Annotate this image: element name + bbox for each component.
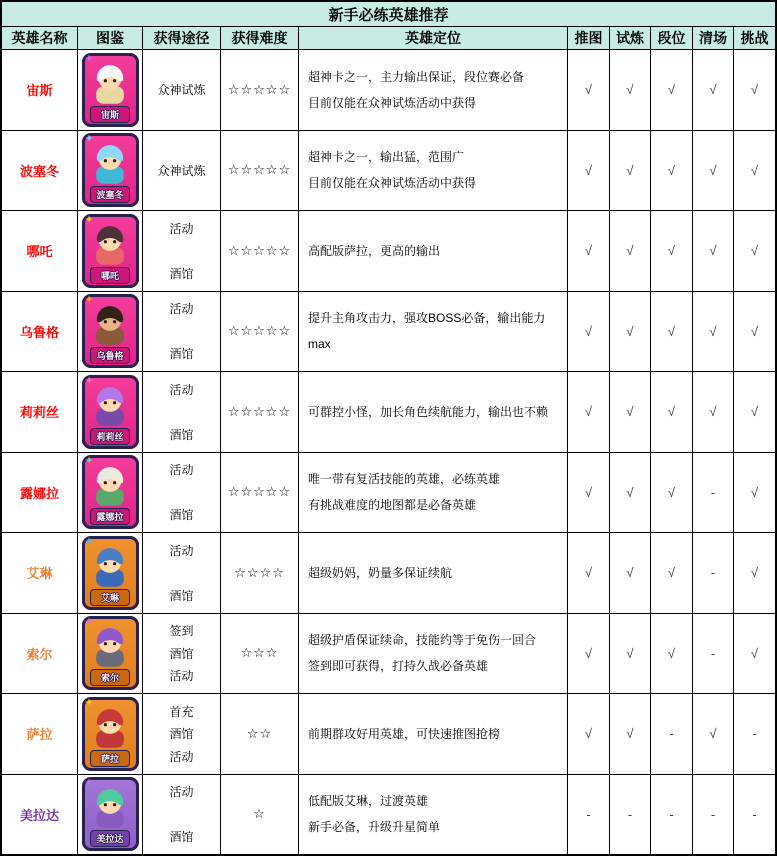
hero-role-cell (299, 694, 568, 774)
hero-name: 波塞冬 (2, 131, 78, 211)
hero-role-line: 超级护盾保证续命，技能约等于免伤一回合 (308, 633, 537, 648)
obtain-methods-cell (143, 453, 221, 533)
check-mark: √ (610, 453, 651, 533)
check-mark: √ (750, 162, 759, 178)
obtain-list (157, 59, 205, 121)
hero-card (82, 777, 139, 851)
element-icon: ✦ (84, 133, 94, 146)
obtain-methods-cell (143, 694, 221, 774)
hero-portrait-icon (87, 301, 133, 347)
hero-portrait-icon (87, 382, 133, 428)
hero-card-label: 索尔 (90, 669, 130, 686)
obtain-methods-cell (143, 292, 221, 372)
difficulty-stars: ☆☆ (221, 694, 299, 774)
hero-card-cell (78, 533, 143, 613)
difficulty-stars: ☆☆☆☆☆ (221, 131, 299, 211)
check-mark: √ (750, 565, 759, 581)
check-mark: √ (651, 50, 693, 130)
check-mark: √ (568, 131, 610, 211)
obtain-method: 酒馆 (169, 347, 194, 362)
obtain-list (169, 461, 193, 523)
hero-role-line: 签到即可获得，打持久战必备英雄 (308, 659, 489, 674)
hero-card-cell (78, 211, 143, 291)
hero-role-line: 超神卡之一，主力输出保证，段位赛必备 (308, 69, 525, 84)
obtain-list (169, 381, 193, 443)
hero-card-cell (78, 775, 143, 855)
check-mark: - (693, 453, 734, 533)
hero-card-label: 宙斯 (90, 106, 130, 123)
obtain-method: 酒馆 (169, 727, 194, 742)
hero-portrait-icon (87, 221, 133, 267)
obtain-methods-cell (143, 533, 221, 613)
obtain-methods-cell (143, 372, 221, 452)
check-mark: - (752, 726, 757, 742)
obtain-method: 活动 (169, 669, 194, 684)
hero-name: 宙斯 (2, 50, 78, 130)
obtain-method: 活动 (169, 221, 194, 236)
check-mark: - (651, 775, 693, 855)
hero-card (82, 697, 139, 771)
table-body (2, 50, 775, 854)
hero-card (82, 455, 139, 529)
check-mark: √ (693, 131, 734, 211)
hero-card-cell (78, 614, 143, 694)
hero-card-label: 艾琳 (90, 589, 130, 606)
check-mark: √ (568, 614, 610, 694)
hero-role-line: 新手必备，升级升星简单 (308, 820, 441, 835)
obtain-method: 众神试炼 (157, 83, 206, 98)
hero-row (2, 614, 775, 695)
hero-role-line: 目前仅能在众神试炼活动中获得 (308, 176, 477, 191)
element-icon: ✦ (84, 696, 94, 709)
check-mark: - (693, 533, 734, 613)
obtain-method: 活动 (169, 543, 194, 558)
hero-role-cell (299, 372, 568, 452)
obtain-method: 酒馆 (169, 646, 194, 661)
obtain-list (157, 139, 205, 201)
check-mark: √ (750, 243, 759, 259)
difficulty-stars: ☆☆☆ (221, 614, 299, 694)
hero-role-list (299, 627, 540, 679)
hero-card-cell (78, 453, 143, 533)
header-row (2, 27, 775, 50)
hero-role-line: 目前仅能在众神试炼活动中获得 (308, 95, 477, 110)
obtain-method: 众神试炼 (157, 163, 206, 178)
hero-role-list (299, 399, 552, 425)
column-header: 获得途径 (143, 27, 221, 49)
hero-role-line: 可群控小怪，加长角色续航能力，输出也不赖 (308, 404, 549, 419)
hero-card-cell (78, 694, 143, 774)
check-mark: √ (610, 131, 651, 211)
check-mark: √ (750, 484, 759, 500)
hero-portrait-icon (87, 784, 133, 830)
difficulty-stars: ☆☆☆☆☆ (221, 372, 299, 452)
column-header: 图鉴 (78, 27, 143, 49)
hero-role-list (299, 788, 444, 840)
hero-row (2, 211, 775, 292)
hero-row (2, 50, 775, 131)
hero-card (82, 536, 139, 610)
hero-card-cell (78, 372, 143, 452)
hero-name: 哪吒 (2, 211, 78, 291)
hero-role-list (299, 466, 504, 518)
hero-role-cell (299, 211, 568, 291)
obtain-method: 首充 (169, 704, 194, 719)
column-header: 清场 (693, 27, 734, 49)
difficulty-stars: ☆ (221, 775, 299, 855)
obtain-method: 酒馆 (169, 266, 194, 281)
obtain-method: 酒馆 (169, 427, 194, 442)
check-mark: √ (750, 323, 759, 339)
hero-role-line: 前期群攻好用英雄，可快速推图抢榜 (308, 726, 501, 741)
obtain-method: 酒馆 (169, 508, 194, 523)
check-mark: √ (750, 645, 759, 661)
check-mark: - (693, 614, 734, 694)
check-mark: √ (651, 533, 693, 613)
hero-role-line: 超级奶妈，奶量多保证续航 (308, 565, 453, 580)
check-mark: √ (651, 453, 693, 533)
hero-name: 乌鲁格 (2, 292, 78, 372)
hero-portrait-icon (87, 60, 133, 106)
check-mark: √ (651, 614, 693, 694)
hero-portrait-icon (87, 543, 133, 589)
hero-role-list (299, 238, 444, 264)
hero-row (2, 372, 775, 453)
hero-role-line: 超神卡之一，输出猛，范围广 (308, 150, 465, 165)
hero-card-cell (78, 131, 143, 211)
check-mark: √ (610, 614, 651, 694)
hero-portrait-icon (87, 704, 133, 750)
check-mark: - (651, 694, 693, 774)
hero-portrait-icon (87, 623, 133, 669)
obtain-methods-cell (143, 775, 221, 855)
obtain-method: 活动 (169, 463, 194, 478)
difficulty-stars: ☆☆☆☆☆ (221, 292, 299, 372)
hero-name: 艾琳 (2, 533, 78, 613)
hero-role-cell (299, 614, 568, 694)
obtain-list (169, 300, 193, 362)
hero-row (2, 292, 775, 373)
obtain-method: 活动 (169, 785, 194, 800)
check-mark: √ (568, 453, 610, 533)
hero-row (2, 453, 775, 534)
hero-role-list (299, 560, 456, 586)
check-mark: √ (651, 131, 693, 211)
check-mark: √ (750, 82, 759, 98)
check-mark: √ (610, 211, 651, 291)
check-mark: - (610, 775, 651, 855)
hero-row (2, 533, 775, 614)
check-mark: √ (651, 211, 693, 291)
hero-role-list (299, 721, 504, 747)
check-mark: √ (610, 292, 651, 372)
hero-card-label: 露娜拉 (90, 508, 130, 525)
hero-card (82, 375, 139, 449)
difficulty-stars: ☆☆☆☆ (221, 533, 299, 613)
check-mark: √ (693, 292, 734, 372)
check-mark: - (693, 775, 734, 855)
hero-role-cell (299, 292, 568, 372)
hero-role-line: 高配版萨拉，更高的输出 (308, 243, 441, 258)
check-mark: √ (693, 694, 734, 774)
hero-role-cell (299, 453, 568, 533)
column-header: 挑战 (740, 30, 769, 46)
hero-card-cell (78, 50, 143, 130)
hero-card (82, 53, 139, 127)
check-mark: √ (693, 50, 734, 130)
check-mark: √ (610, 533, 651, 613)
element-icon: ✦ (84, 535, 94, 548)
obtain-method: 活动 (169, 749, 194, 764)
hero-role-cell (299, 50, 568, 130)
hero-role-line: 有挑战难度的地图都是必备英雄 (308, 498, 477, 513)
hero-portrait-icon (87, 140, 133, 186)
hero-row (2, 131, 775, 212)
difficulty-stars: ☆☆☆☆☆ (221, 50, 299, 130)
obtain-method: 酒馆 (169, 830, 194, 845)
hero-card (82, 133, 139, 207)
obtain-list (169, 220, 193, 282)
hero-card-label: 乌鲁格 (90, 347, 130, 364)
hero-role-cell (299, 131, 568, 211)
hero-card-cell (78, 292, 143, 372)
difficulty-stars: ☆☆☆☆☆ (221, 211, 299, 291)
column-header: 获得难度 (221, 27, 299, 49)
hero-role-cell (299, 775, 568, 855)
hero-card (82, 214, 139, 288)
obtain-method: 签到 (169, 624, 194, 639)
check-mark: √ (693, 372, 734, 452)
hero-name: 萨拉 (2, 694, 78, 774)
check-mark: √ (568, 533, 610, 613)
hero-role-list (299, 305, 567, 357)
check-mark: √ (651, 372, 693, 452)
hero-role-list (299, 144, 480, 196)
column-header: 英雄定位 (299, 27, 568, 49)
check-mark: √ (610, 372, 651, 452)
hero-role-list (299, 64, 528, 116)
obtain-list (169, 622, 193, 684)
obtain-methods-cell (143, 614, 221, 694)
obtain-methods-cell (143, 131, 221, 211)
check-mark: √ (651, 292, 693, 372)
check-mark: √ (568, 211, 610, 291)
hero-role-cell (299, 533, 568, 613)
table-title: 新手必练英雄推荐 (2, 2, 775, 27)
obtain-methods-cell (143, 50, 221, 130)
check-mark: √ (610, 694, 651, 774)
hero-role-line: 低配版艾琳，过渡英雄 (308, 794, 429, 809)
hero-card (82, 294, 139, 368)
hero-name: 露娜拉 (2, 453, 78, 533)
hero-name: 美拉达 (2, 775, 78, 855)
element-icon: ✦ (84, 374, 94, 387)
hero-card-label: 波塞冬 (90, 186, 130, 203)
column-header: 英雄名称 (2, 27, 78, 49)
check-mark: √ (750, 404, 759, 420)
element-icon: ✦ (84, 213, 94, 226)
hero-portrait-icon (87, 462, 133, 508)
element-icon: ✦ (84, 294, 94, 307)
obtain-method: 活动 (169, 382, 194, 397)
check-mark: √ (568, 372, 610, 452)
column-header: 段位 (651, 27, 693, 49)
hero-card-label: 莉莉丝 (90, 428, 130, 445)
obtain-methods-cell (143, 211, 221, 291)
hero-role-line: 唯一带有复活技能的英雄，必练英雄 (308, 472, 501, 487)
hero-card-label: 美拉达 (90, 830, 130, 847)
obtain-list (169, 542, 193, 604)
hero-card-label: 哪吒 (90, 267, 130, 284)
column-header: 推图 (568, 27, 610, 49)
check-mark: √ (568, 50, 610, 130)
element-icon: ✦ (84, 52, 94, 65)
difficulty-stars: ☆☆☆☆☆ (221, 453, 299, 533)
check-mark: √ (610, 50, 651, 130)
check-mark: √ (693, 211, 734, 291)
element-icon: ✦ (84, 455, 94, 468)
hero-row (2, 775, 775, 855)
hero-card (82, 616, 139, 690)
hero-name: 莉莉丝 (2, 372, 78, 452)
hero-card-label: 萨拉 (90, 750, 130, 767)
element-icon: ✦ (84, 616, 94, 629)
check-mark: √ (568, 694, 610, 774)
hero-name: 索尔 (2, 614, 78, 694)
column-header: 试炼 (610, 27, 651, 49)
hero-row (2, 694, 775, 775)
obtain-list (169, 703, 193, 765)
check-mark: √ (568, 292, 610, 372)
check-mark: - (752, 806, 757, 822)
obtain-method: 活动 (169, 302, 194, 317)
check-mark: - (568, 775, 610, 855)
obtain-method: 酒馆 (169, 588, 194, 603)
element-icon: ✦ (84, 777, 94, 790)
hero-role-line: 提升主角攻击力，强攻BOSS必备，输出能力max (308, 311, 546, 352)
obtain-list (169, 783, 193, 845)
